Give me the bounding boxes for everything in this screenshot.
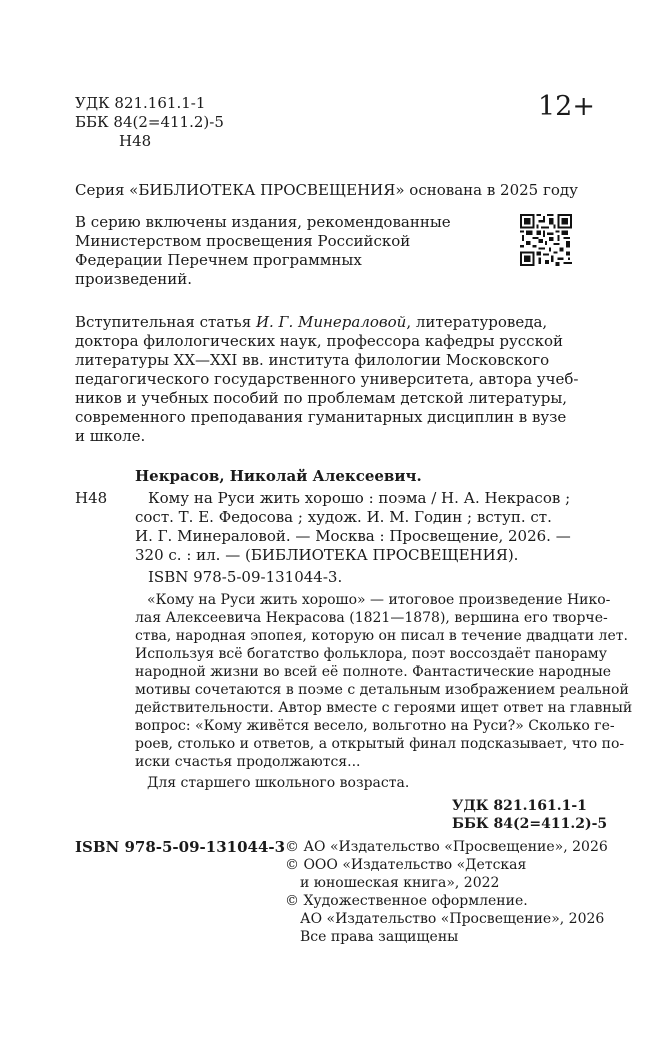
intro-line1-rest: , литературоведа,: [406, 313, 548, 331]
audience-note: Для старшего школьного возраста.: [147, 775, 410, 791]
series-note-line: произведений.: [75, 270, 193, 288]
series-line: Серия «БИБЛИОТЕКА ПРОСВЕЩЕНИЯ» основана в 2025 году: [75, 181, 578, 199]
catalog-entry-line: 320 с. : ил. — (БИБЛИОТЕКА ПРОСВЕЩЕНИЯ).: [135, 546, 519, 564]
intro-lead: Вступительная статья: [75, 313, 256, 331]
intro-line: ников и учебных пособий по проблемам детской литературы,: [75, 389, 568, 407]
catalog-mark: Н48: [75, 489, 108, 507]
catalog-annotation: [135, 591, 633, 771]
annotation-line: «Кому на Руси жить хорошо» — итоговое произведение Нико-: [147, 592, 611, 608]
intro-author-name: И. Г. Минераловой: [255, 313, 407, 331]
age-rating: 12+: [538, 91, 595, 122]
intro-line: и школе.: [75, 427, 146, 445]
copyright-line: Все права защищены: [300, 929, 459, 945]
udk-code: УДК 821.161.1-1: [75, 94, 206, 112]
catalog-entry-line: сост. Т. Е. Федосова ; худож. И. М. Годин ; вступ. ст.: [135, 508, 552, 526]
catalog-isbn: ISBN 978-5-09-131044-3.: [148, 568, 343, 586]
annotation-line: действительности. Автор вместе с героями ищет ответ на главный: [135, 700, 633, 716]
annotation-line: народной жизни во всей её полноте. Фантастические народные: [135, 664, 612, 680]
intro-line: современного преподавания гуманитарных дисциплин в вузе: [75, 408, 567, 426]
annotation-line: Используя всё богатство фольклора, поэт воссоздаёт панораму: [135, 646, 607, 662]
intro-line: литературы XX—XXI вв. института филологии Московского: [75, 351, 550, 369]
qr-code-image: [520, 214, 572, 266]
annotation-line: ства, народная эпопея, которую он писал в течение двадцати лет.: [135, 628, 628, 644]
intro-first-line: [75, 313, 579, 332]
intro-note: [75, 313, 579, 446]
annotation-line: иски счастья продолжаются...: [135, 754, 361, 770]
catalog-entry-line: Кому на Руси жить хорошо : поэма / Н. А. Некрасов ;: [148, 489, 571, 507]
catalog-entry: [135, 489, 571, 565]
catalog-udk: УДК 821.161.1-1: [452, 798, 587, 814]
catalog-heading: Некрасов, Николай Алексеевич.: [135, 467, 422, 485]
series-note: [75, 213, 451, 289]
catalog-entry-line: И. Г. Минераловой. — Москва : Просвещение, 2026. —: [135, 527, 571, 545]
bbk-code: ББК 84(2=411.2)-5: [75, 113, 224, 131]
copyright-line: и юношеская книга», 2022: [300, 875, 500, 891]
author-mark: Н48: [119, 132, 152, 150]
annotation-line: лая Алексеевича Некрасова (1821—1878), вершина его творче-: [135, 610, 608, 626]
annotation-line: вопрос: «Кому живётся весело, вольготно на Руси?» Сколько ге-: [135, 718, 615, 734]
series-note-line: Министерством просвещения Российской: [75, 232, 411, 250]
copyright-line: АО «Издательство «Просвещение», 2026: [300, 911, 605, 927]
catalog-bbk: ББК 84(2=411.2)-5: [452, 816, 608, 832]
copyright-block: [285, 838, 608, 946]
copyright-line: © АО «Издательство «Просвещение», 2026: [285, 839, 608, 855]
classification-codes: [75, 94, 224, 151]
annotation-line: роев, столько и ответов, а открытый финал подсказывает, что по-: [135, 736, 625, 752]
intro-line: педагогического государственного университета, автора учеб-: [75, 370, 579, 388]
footer-isbn: ISBN 978-5-09-131044-3: [75, 838, 286, 856]
copyright-line: © Художественное оформление.: [285, 893, 528, 909]
catalog-codes: [452, 797, 607, 833]
copyright-line: © ООО «Издательство «Детская: [285, 857, 527, 873]
series-note-line: Федерации Перечнем программных: [75, 251, 362, 269]
series-note-line: В серию включены издания, рекомендованные: [75, 213, 451, 231]
annotation-line: мотивы сочетаются в поэме с детальным изображением реальной: [135, 682, 629, 698]
intro-line: доктора филологических наук, профессора кафедры русской: [75, 332, 563, 350]
